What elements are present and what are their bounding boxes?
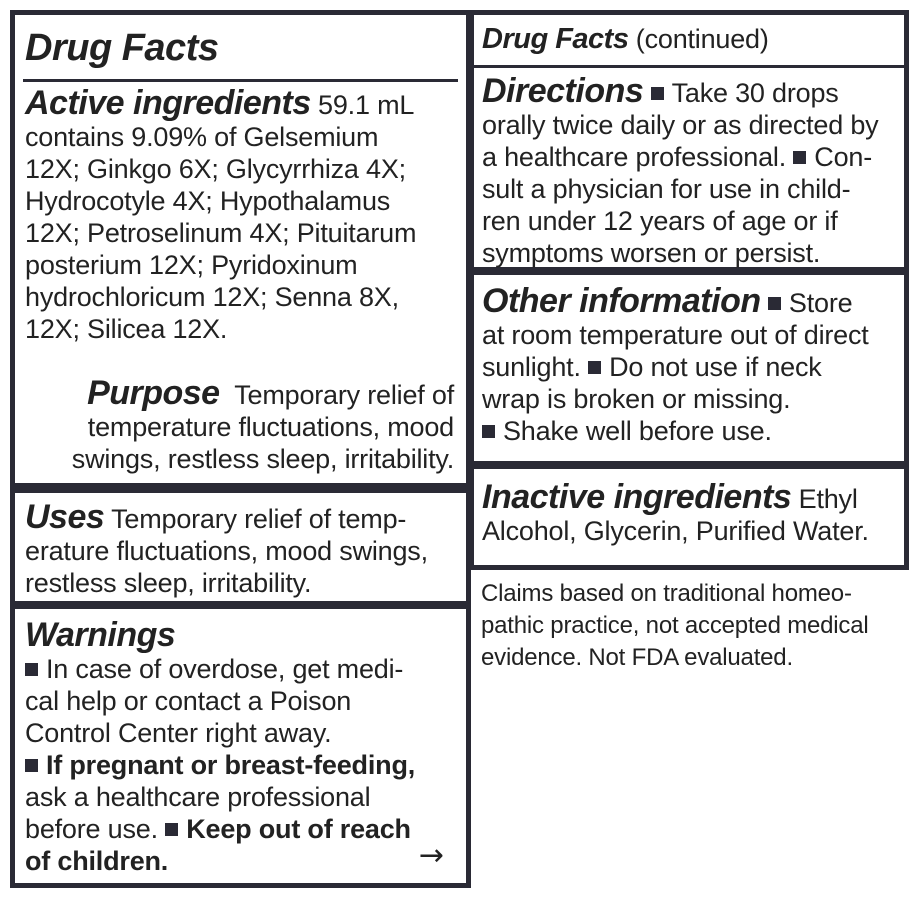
warning-line: of children. (25, 846, 169, 876)
bullet-icon (588, 361, 601, 374)
active-ingredients-section (25, 84, 465, 345)
directions-line: Con- (814, 142, 873, 172)
uses-line: Temporary relief of temp- (104, 504, 407, 534)
directions-line: sult a physician for use in child- (482, 174, 851, 204)
claims-line: pathic practice, not accepted medical (481, 612, 869, 639)
inactive-section (482, 478, 907, 547)
inactive-line: Alcohol, Glycerin, Purified Water. (482, 516, 869, 546)
other-line: sunlight. (482, 352, 589, 382)
bullet-icon (25, 759, 38, 772)
drug-facts-title: Drug Facts (25, 27, 219, 69)
claims-line: Claims based on traditional homeo- (481, 580, 852, 607)
bullet-icon (793, 151, 806, 164)
claims-note (481, 578, 911, 674)
directions-heading: Directions (482, 72, 644, 110)
warning-line: before use. (25, 814, 166, 844)
active-line: posterium 12X; Pyridoxinum (25, 250, 358, 280)
bullet-icon (482, 425, 495, 438)
other-info-panel (469, 270, 909, 466)
uses-line: restless sleep, irritability. (25, 568, 312, 598)
uses-panel (10, 488, 471, 606)
active-line: 12X; Silicea 12X. (25, 314, 228, 344)
continued-suffix: (continued) (628, 24, 769, 54)
purpose-line: temperature fluctuations, mood (87, 412, 454, 442)
inactive-panel (469, 464, 909, 570)
warning-line: If pregnant or breast-feeding, (46, 750, 416, 780)
directions-line: ren under 12 years of age or if (482, 206, 838, 236)
active-line: contains 9.09% of Gelsemium (25, 122, 379, 152)
continued-title-bold: Drug Facts (482, 23, 629, 55)
other-line: Store (788, 288, 853, 318)
continued-title (482, 23, 769, 55)
directions-line: Take 30 drops (671, 78, 839, 108)
warning-line: cal help or contact a Poison (25, 686, 352, 716)
continue-arrow-icon: → (418, 838, 444, 873)
directions-panel (469, 10, 909, 272)
directions-section (482, 72, 907, 269)
other-line: wrap is broken or missing. (482, 384, 791, 414)
directions-line: orally twice daily or as directed by (482, 110, 879, 140)
bullet-icon (768, 297, 781, 310)
active-line: Hydrocotyle 4X; Hypothalamus (25, 186, 391, 216)
other-line: Do not use if neck (609, 352, 822, 382)
active-line: 12X; Petroselinum 4X; Pituitarum (25, 218, 417, 248)
active-ingredients-heading: Active ingredients (25, 84, 311, 122)
purpose-section (71, 374, 454, 475)
uses-line: erature fluctuations, mood swings, (25, 536, 428, 566)
warnings-heading: Warnings (25, 616, 176, 654)
warning-line: ask a healthcare professional (25, 782, 371, 812)
inactive-line: Ethyl (791, 484, 858, 514)
title-rule (23, 79, 458, 82)
bullet-icon (651, 87, 664, 100)
directions-line: symptoms worsen or persist. (482, 238, 821, 268)
bullet-icon (165, 823, 178, 836)
other-info-section (482, 282, 907, 447)
purpose-heading: Purpose (87, 374, 220, 412)
warning-line: Control Center right away. (25, 718, 332, 748)
bullet-icon (25, 663, 38, 676)
warnings-panel (10, 604, 471, 888)
active-volume: 59.1 mL (310, 90, 415, 120)
other-info-heading: Other information (482, 282, 761, 320)
active-line: hydrochloricum 12X; Senna 8X, (25, 282, 399, 312)
warning-line: Keep out of reach (186, 814, 411, 844)
active-purpose-panel (10, 10, 471, 488)
uses-section (25, 498, 465, 599)
uses-heading: Uses (25, 498, 105, 536)
warnings-section (25, 616, 465, 877)
active-line: 12X; Ginkgo 6X; Glycyrrhiza 4X; (25, 154, 406, 184)
purpose-line: swings, restless sleep, irritability. (71, 444, 454, 474)
purpose-line: Temporary relief of (234, 380, 454, 410)
inactive-heading: Inactive ingredients (482, 478, 792, 516)
other-line: at room temperature out of direct (482, 320, 869, 350)
other-line: Shake well before use. (503, 416, 772, 446)
continued-rule (474, 65, 904, 68)
warning-line: In case of overdose, get medi- (46, 654, 404, 684)
claims-line: evidence. Not FDA evaluated. (481, 644, 793, 671)
directions-line: a healthcare professional. (482, 142, 794, 172)
